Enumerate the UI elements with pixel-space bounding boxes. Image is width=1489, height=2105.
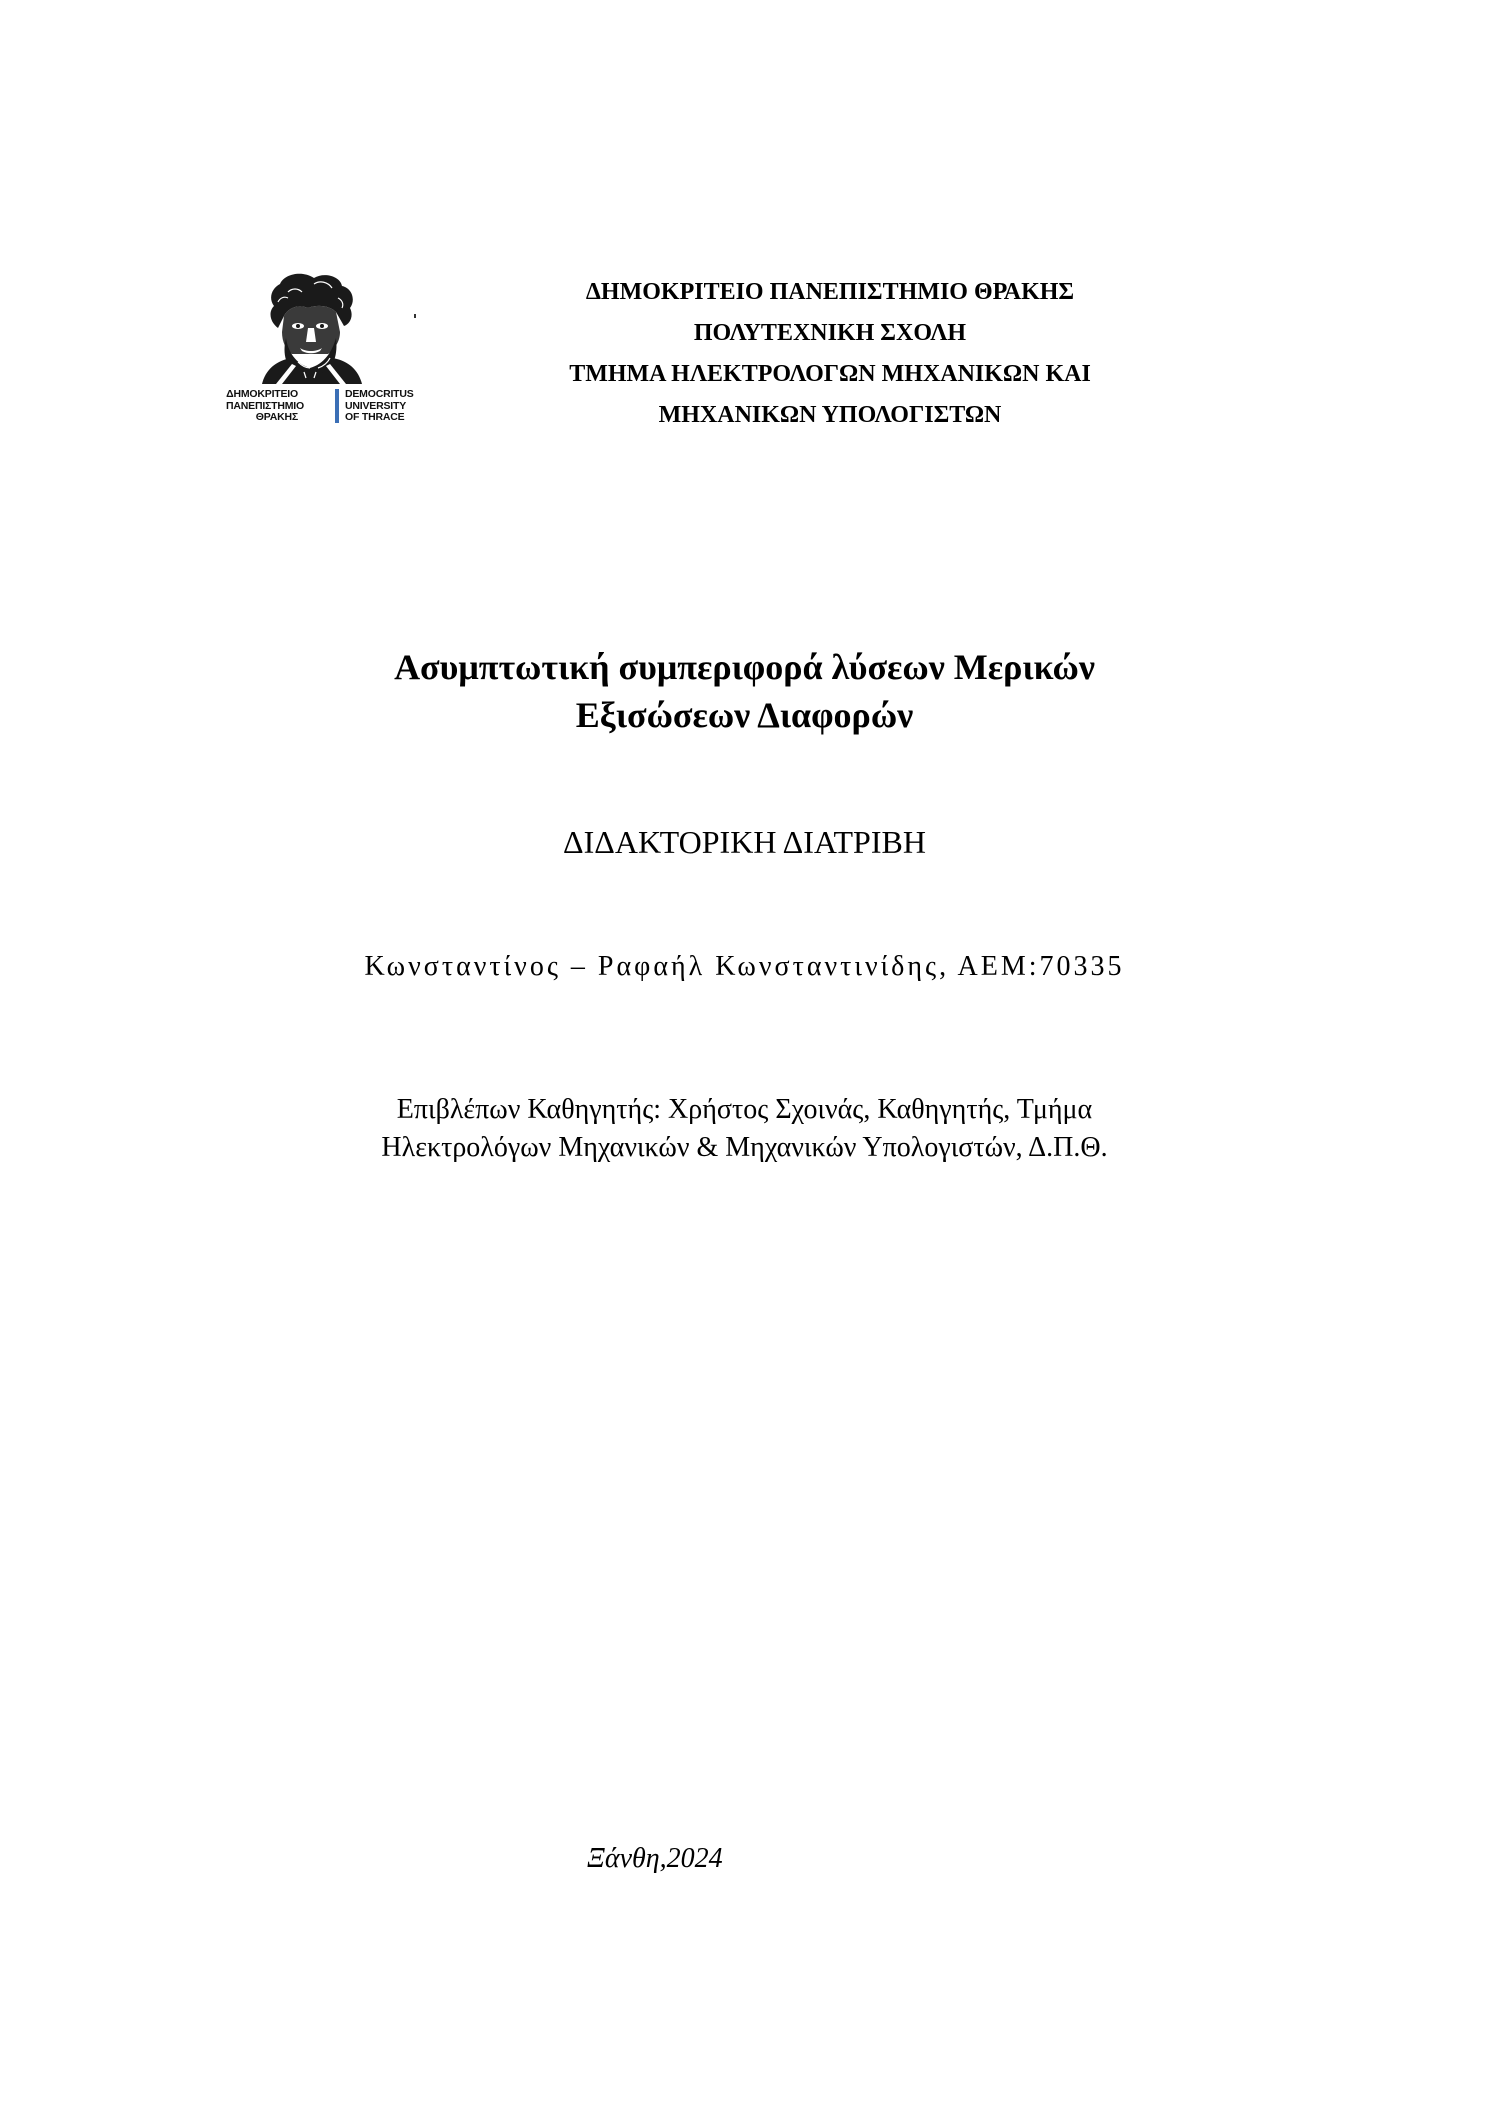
institution-header	[420, 272, 1240, 436]
institution-line-department-2: ΜΗΧΑΝΙΚΩΝ ΥΠΟΛΟΓΙΣΤΩΝ	[658, 402, 1002, 428]
logo-greek-text: ΔΗΜΟΚΡΙΤΕΙΟ ΠΑΝΕΠΙΣΤΗΜΙΟ ΘΡΑΚΗΣ	[226, 388, 304, 423]
democritus-bust-icon	[222, 272, 422, 387]
thesis-title-line-2: Εξισώσεων Διαφορών	[575, 695, 914, 735]
document-type: ΔΙΔΑΚΤΟΡΙΚΗ ΔΙΑΤΡΙΒΗ	[563, 824, 926, 860]
university-logo	[222, 272, 422, 432]
institution-line-university: ΔΗΜΟΚΡΙΤΕΙΟ ΠΑΝΕΠΙΣΤΗΜΙΟ ΘΡΑΚΗΣ	[585, 279, 1075, 305]
logo-divider	[335, 389, 339, 423]
place-date: Ξάνθη,2024	[587, 1843, 723, 1874]
supervisor-line-2: Ηλεκτρολόγων Μηχανικών & Μηχανικών Υπολογιστών, Δ.Π.Θ.	[381, 1132, 1108, 1163]
logo-english-text: DEMOCRITUS UNIVERSITY OF THRACE	[345, 388, 414, 423]
thesis-title	[200, 643, 1289, 739]
supervisor-block	[200, 1091, 1289, 1167]
supervisor-line-1: Επιβλέπων Καθηγητής: Χρήστος Σχοινάς, Καθηγητής, Τμήμα	[396, 1094, 1093, 1125]
author-line: Κωνσταντίνος – Ραφαήλ Κωνσταντινίδης, ΑΕΜ:70335	[364, 951, 1125, 982]
institution-line-school: ΠΟΛΥΤΕΧΝΙΚΗ ΣΧΟΛΗ	[693, 320, 967, 346]
institution-line-department-1: ΤΜΗΜΑ ΗΛΕΚΤΡΟΛΟΓΩΝ ΜΗΧΑΝΙΚΩΝ ΚΑΙ	[569, 361, 1091, 387]
thesis-title-line-1: Ασυμπτωτική συμπεριφορά λύσεων Μερικών	[394, 647, 1095, 687]
